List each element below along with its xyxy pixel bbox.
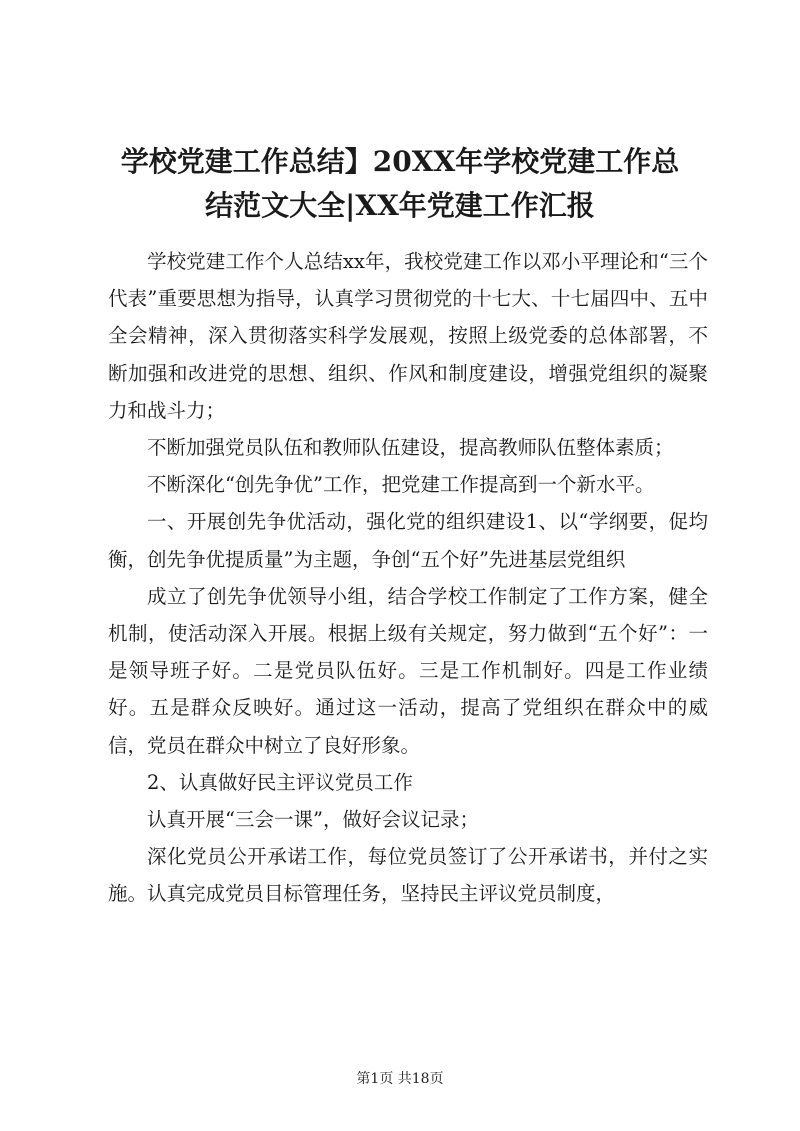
paragraph: 不断加强党员队伍和教师队伍建设，提高教师队伍整体素质；	[147, 436, 674, 460]
paragraph: 一、开展创先争优活动，强化党的组织建设1、以“学纲要，促均衡，创先争优提质量”为主题，争创“五个好”先进基层党组织	[108, 510, 708, 571]
document-title	[100, 140, 700, 228]
paragraph: 2、认真做好民主评议党员工作	[147, 770, 413, 794]
paragraph: 认真开展“三会一课”，做好会议记录；	[147, 808, 479, 832]
document-body	[108, 243, 708, 913]
page-footer: 第1页 共18页	[356, 1071, 444, 1087]
title-line-1: 学校党建工作总结】20XX年学校党建工作总	[120, 145, 680, 178]
paragraph: 不断深化“创先争优”工作，把党建工作提高到一个新水平。	[147, 473, 655, 497]
paragraph: 深化党员公开承诺工作，每位党员签订了公开承诺书，并付之实施。认真完成党员目标管理任务，坚持民主评议党员制度，	[108, 845, 708, 906]
title-line-2: 结范文大全|XX年党建工作汇报	[205, 189, 595, 222]
paragraph: 成立了创先争优领导小组，结合学校工作制定了工作方案，健全机制，使活动深入开展。根据上级有关规定，努力做到“五个好”：一是领导班子好。二是党员队伍好。三是工作机制好。四是工作业绩好。五是群众反映好。通过这一活动，提高了党组织在群众中的威信，党员在群众中树立了良好形象。	[108, 584, 708, 757]
paragraph: 学校党建工作个人总结xx年，我校党建工作以邓小平理论和“三个代表”重要思想为指导，认真学习贯彻党的十七大、十七届四中、五中全会精神，深入贯彻落实科学发展观，按照上级党委的总体部署，不断加强和改进党的思想、组织、作风和制度建设，增强党组织的凝聚力和战斗力；	[108, 250, 708, 422]
